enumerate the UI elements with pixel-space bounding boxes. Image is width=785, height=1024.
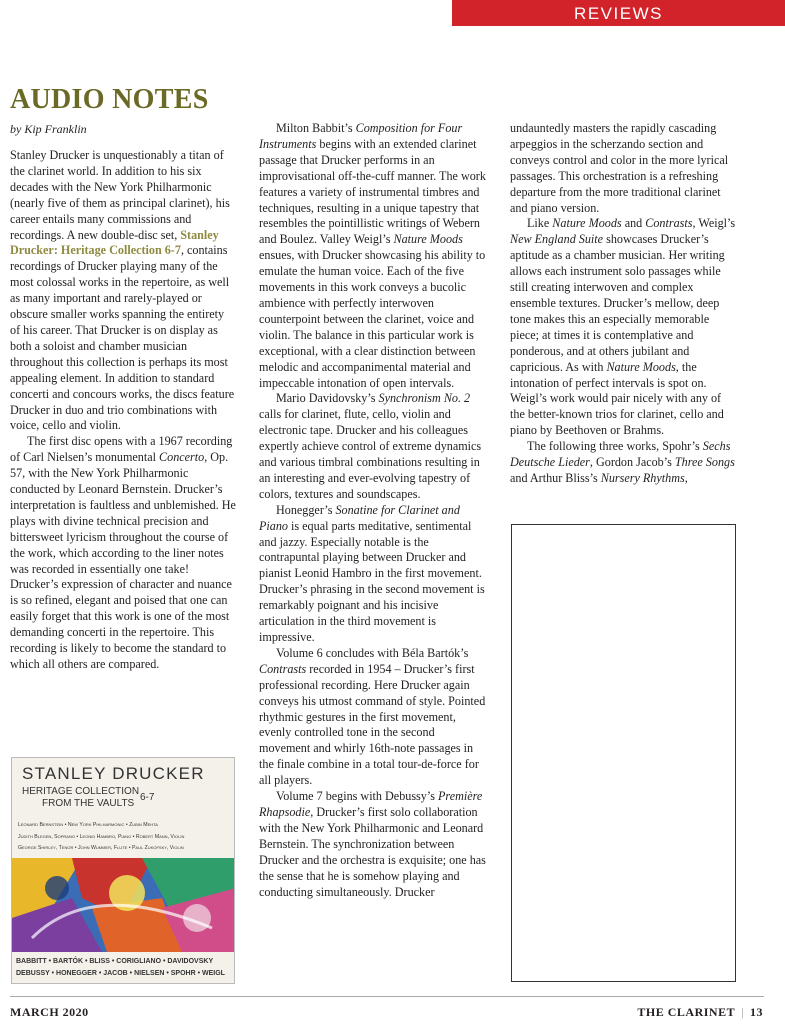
byline: by Kip Franklin <box>10 122 87 136</box>
column-3 <box>510 121 736 487</box>
footer-publication: THE CLARINET | 13 <box>637 1005 763 1019</box>
cover-title: STANLEY DRUCKER <box>22 764 205 783</box>
cover-composers: DEBUSSY • HONEGGER • JACOB • NIELSEN • SPOHR • WEIGL <box>16 970 225 977</box>
column-1 <box>10 148 236 673</box>
cover-subtitle: HERITAGE COLLECTION <box>22 786 140 797</box>
paragraph: The following three works, Spohr’s Sechs Deutsche Lieder, Gordon Jacob’s Three Songs and Arthur Bliss’s Nursery Rhythms, <box>510 439 735 485</box>
cover-artwork <box>12 858 235 952</box>
footer-divider <box>10 996 764 997</box>
footer-date: MARCH 2020 <box>10 1005 89 1019</box>
publication-name: THE CLARINET <box>637 1005 736 1019</box>
album-cover-image <box>11 757 235 984</box>
paragraph: Milton Babbit’s Composition for Four Instruments begins with an extended clarinet passage that Drucker performs in an improvisational off-the-cuff manner. The work features a variety of instrumental timbres and techniques, resulting in a unique tapestry that resembles the pointillistic writings of Webern and Boulez. Valley Weigl’s Nature Moods ensues, with Drucker showcasing his ability to emulate the human voice. Each of the five movements in this work conveys a bucolic ambience with perfectly interwoven counterpoint between the clarinet, voice and violin. The balance in this particular work is exceptional, with a clear distinction between melodic and accompanimental material and impeccable intonation of open intervals. <box>259 121 486 390</box>
paragraph: Stanley Drucker is unquestionably a titan of the clarinet world. In addition to his six decades with the New York Philharmonic (nearly five of them as principal clarinet), his career entails many commissions and recordings. A new double-disc set, Stanley Drucker: Heritage Collection 6-7, contains recordings of Drucker playing many of the most colossal works in the repertoire, as well as many important and rarely-played or obscure smaller works spanning the entirety of his career. That Drucker is on display as both a soloist and chamber musician throughout this collection is perhaps its most appealing element. In addition to standard concerti and concours works, the discs feature Drucker in duo and trio combinations with voice, cello and violin. <box>10 148 235 433</box>
cover-performers: Leonard Bernstein • New York Philharmonic • Zubin Mehta <box>18 822 158 828</box>
section-banner: REVIEWS <box>452 0 785 26</box>
cover-volume-number: 6-7 <box>140 792 155 803</box>
paragraph: Like Nature Moods and Contrasts, Weigl’s New England Suite showcases Drucker’s aptitude as a chamber musician. Her writing allows each instrument solo passages while still creating interwoven and complex ensemble textures. Drucker’s mellow, deep tone makes this an especially memorable piece; at times it is contemplative and ponderous, and at others jubilant and capricious. As with Nature Moods, the intonation of perfect intervals is spot on. Weigl’s work would pair nicely with any of the better-known trios for clarinet, cello and piano by Beethoven or Brahms. <box>510 216 736 438</box>
album-link[interactable]: Stanley Drucker: Heritage Collection 6-7 <box>10 227 219 258</box>
cover-composers: BABBITT • BARTÓK • BLISS • CORIGLIANO • DAVIDOVSKY <box>16 958 214 965</box>
paragraph: Mario Davidovsky’s Synchronism No. 2 calls for clarinet, flute, cello, violin and electronic tape. Drucker and his colleagues expertly achieve control of extreme dynamics and various timbral combinations resulting in an interesting and ever-evolving tapestry of colors, textures and soundscapes. <box>259 391 482 501</box>
article-title: AUDIO NOTES <box>10 84 209 115</box>
paragraph: Volume 7 begins with Debussy’s Première Rhapsodie, Drucker’s first solo collaboration with the New York Philharmonic and Leonard Bernstein. The synchronization between Drucker and the orchestra is exquisite; one has the sense that he is somehow playing and conducting simultaneously. Drucker <box>259 789 486 899</box>
column-2 <box>259 121 486 900</box>
paragraph: The first disc opens with a 1967 recording of Carl Nielsen’s monumental Concerto, Op. 57, with the New York Philharmonic conducted by Leonard Bernstein. Drucker’s interpretation is faultless and unblemished. He plays with divine technical precision and bittersweet lyricism throughout the course of the work, which according to the liner notes was recorded in essentially one take! Drucker’s expression of character and nuance is so refined, elegant and poised that one can easily forget that this work is one of the most demanding concerti in the repertoire. This recording is likely to become the standard to which all others are compared. <box>10 434 236 671</box>
empty-placeholder-box <box>511 524 736 982</box>
cover-performers: Judith Blegen, Soprano • Leonid Hambro, Piano • Robert Mann, Violin <box>18 834 185 840</box>
paragraph: Honegger’s Sonatine for Clarinet and Piano is equal parts meditative, sentimental and jazzy. Especially notable is the contrapuntal playing between Drucker and pianist Leonid Hambro in the first movement. Drucker’s phrasing in the second movement is remarkably poignant and his incisive articulation in the third movement is impressive. <box>259 502 485 644</box>
cover-performers: George Shirley, Tenor • John Wummer, Flute • Paul Zukofsky, Violin <box>18 845 184 851</box>
page-number: 13 <box>750 1005 763 1019</box>
paragraph: Volume 6 concludes with Béla Bartók’s Contrasts recorded in 1954 – Drucker’s first professional recording. Here Drucker again conveys his utmost command of style. Pointed rhythmic gestures in the first movement, evenly controlled tone in the second movement and whirly 16th-note passages in the finale combine in a total tour-de-force for all players. <box>259 645 486 788</box>
paragraph: undauntedly masters the rapidly cascading arpeggios in the scherzando section and conveys control and color in the more lyrical passages. This orchestration is a refreshing departure from the more traditional clarinet and piano version. <box>510 121 729 215</box>
cover-subtitle: FROM THE VAULTS <box>42 798 135 809</box>
